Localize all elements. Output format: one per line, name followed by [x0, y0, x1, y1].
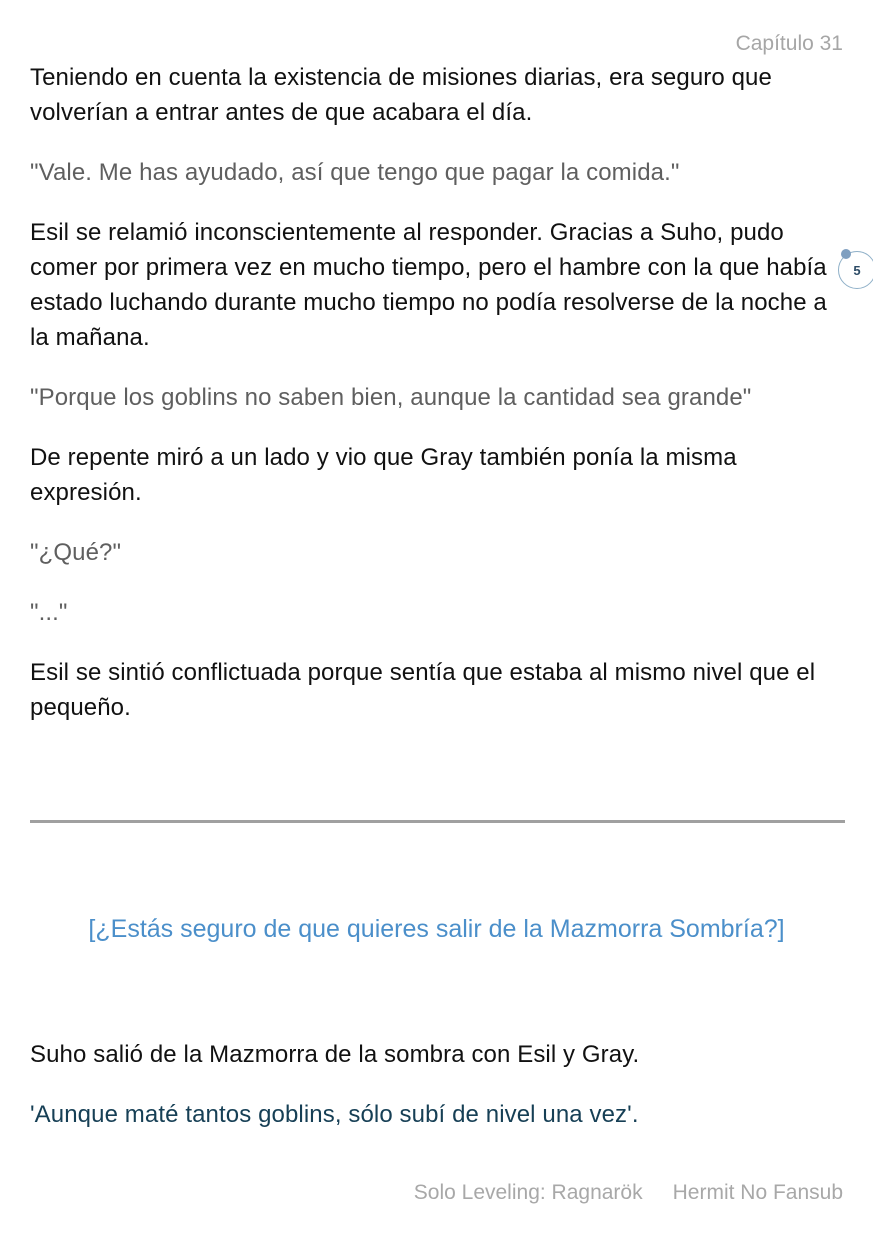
paragraph: Suho salió de la Mazmorra de la sombra con Esil y Gray. — [30, 1041, 640, 1068]
paragraph: Teniendo en cuenta la existencia de misiones diarias, era seguro que volverían a entrar antes de que acabara el día. — [30, 64, 772, 126]
dialogue-paragraph: "¿Qué?" — [30, 539, 122, 566]
dialogue-paragraph: "Porque los goblins no saben bien, aunque la cantidad sea grande" — [30, 384, 752, 411]
paragraph: Esil se relamió inconscientemente al responder. Gracias a Suho, pudo comer por primera vez en mucho tiempo, pero el hambre con la que había estado luchando durante mucho tiempo no podía resolverse de la noche a la mañana. — [30, 219, 827, 351]
chapter-text-continued — [30, 1037, 845, 1157]
chapter-text — [30, 60, 845, 750]
paragraph: Esil se sintió conflictuada porque sentía que estaba al mismo nivel que el pequeño. — [30, 659, 816, 721]
dialogue-paragraph: "Vale. Me has ayudado, así que tengo que pagar la comida." — [30, 159, 680, 186]
chapter-label: Capítulo 31 — [735, 32, 843, 55]
progress-value: 5 — [853, 262, 861, 278]
translator-credit: Hermit No Fansub — [672, 1181, 843, 1204]
progress-indicator-dot — [841, 249, 851, 259]
dialogue-paragraph: "..." — [30, 599, 68, 626]
section-divider — [30, 820, 845, 823]
system-message: [¿Estás seguro de que quieres salir de la Mazmorra Sombría?] — [88, 915, 785, 943]
paragraph: De repente miró a un lado y vio que Gray también ponía la misma expresión. — [30, 444, 737, 506]
series-title: Solo Leveling: Ragnarök — [413, 1181, 643, 1204]
footer — [414, 1181, 843, 1205]
thought-paragraph: 'Aunque maté tantos goblins, sólo subí de nivel una vez'. — [30, 1101, 639, 1128]
